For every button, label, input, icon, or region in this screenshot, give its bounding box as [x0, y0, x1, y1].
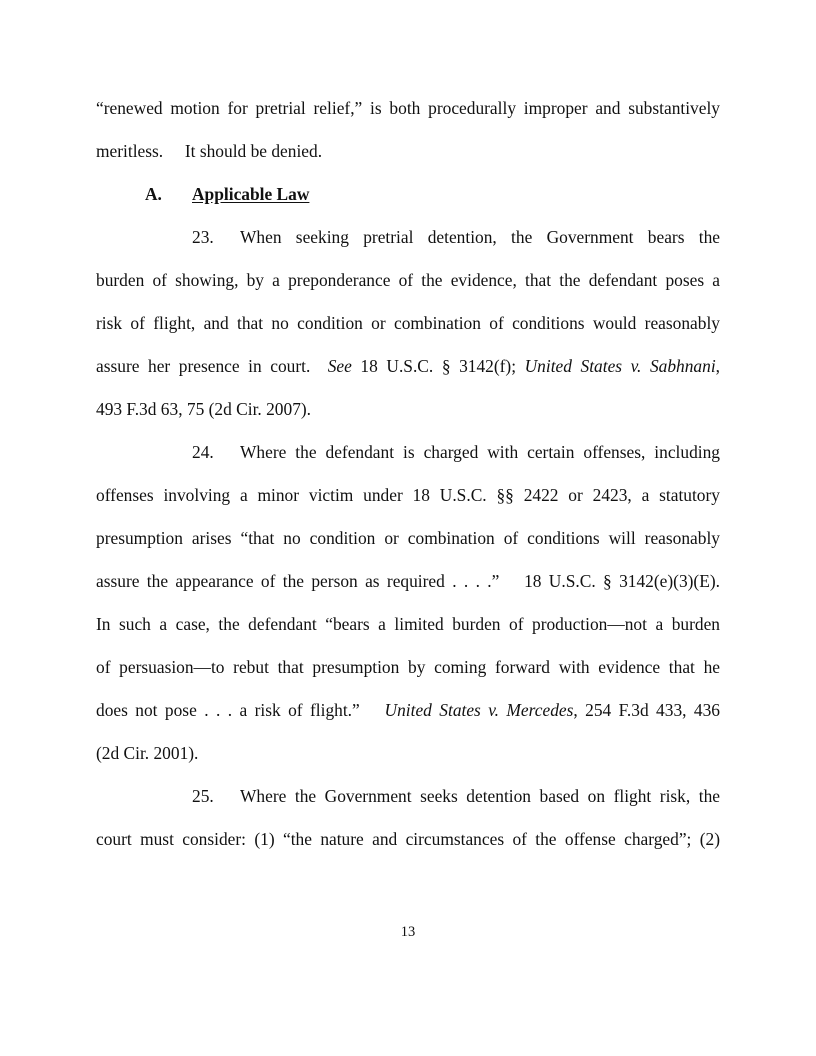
text-run: assure her presence in court.	[96, 356, 328, 376]
paragraph-25-first-line	[192, 784, 720, 808]
intro-line: meritless. It should be denied.	[96, 141, 323, 161]
text-run: 18 U.S.C. § 3142(f);	[351, 356, 525, 376]
paragraph-24-line: presumption arises “that no condition or combination of conditions will reasonably	[96, 528, 720, 548]
paragraph-number: 24.	[192, 442, 214, 462]
paragraph-23-line: 493 F.3d 63, 75 (2d Cir. 2007).	[96, 399, 312, 419]
page-number: 13	[400, 924, 416, 940]
paragraph-text: Where the Government seeks detention based on flight risk, the	[240, 786, 720, 806]
paragraph-24-line	[96, 698, 720, 722]
paragraph-24-line: assure the appearance of the person as required . . . .” 18 U.S.C. § 3142(e)(3)(E).	[96, 571, 720, 591]
case-name: United States v. Mercedes	[384, 700, 574, 720]
section-title: Applicable Law	[192, 184, 310, 204]
paragraph-24-line: In such a case, the defendant “bears a limited burden of production—not a burden	[96, 614, 720, 634]
paragraph-24-line: of persuasion—to rebut that presumption by coming forward with evidence that he	[96, 657, 720, 677]
paragraph-24-line: (2d Cir. 2001).	[96, 743, 199, 763]
paragraph-number: 25.	[192, 786, 214, 806]
intro-line: “renewed motion for pretrial relief,” is both procedurally improper and substantively	[96, 98, 720, 118]
paragraph-24-first-line	[192, 440, 720, 464]
paragraph-23-first-line	[192, 225, 720, 249]
paragraph-23-line: burden of showing, by a preponderance of the evidence, that the defendant poses a	[96, 270, 720, 290]
paragraph-23-line	[96, 354, 720, 378]
paragraph-25-line: court must consider: (1) “the nature and circumstances of the offense charged”; (2)	[96, 829, 720, 849]
paragraph-number: 23.	[192, 227, 214, 247]
citation-signal: See	[327, 356, 352, 376]
paragraph-24-line: offenses involving a minor victim under 18 U.S.C. §§ 2422 or 2423, a statutory	[96, 485, 720, 505]
case-name: United States v. Sabhnani	[524, 356, 716, 376]
text-run: does not pose . . . a risk of flight.”	[96, 700, 385, 720]
paragraph-text: Where the defendant is charged with certain offenses, including	[240, 442, 720, 462]
paragraph-text: When seeking pretrial detention, the Government bears the	[240, 227, 720, 247]
paragraph-23-line: risk of flight, and that no condition or combination of conditions would reasonably	[96, 313, 720, 333]
text-run: , 254 F.3d 433, 436	[573, 700, 720, 720]
section-letter: A.	[145, 184, 162, 204]
text-run: ,	[715, 356, 721, 376]
